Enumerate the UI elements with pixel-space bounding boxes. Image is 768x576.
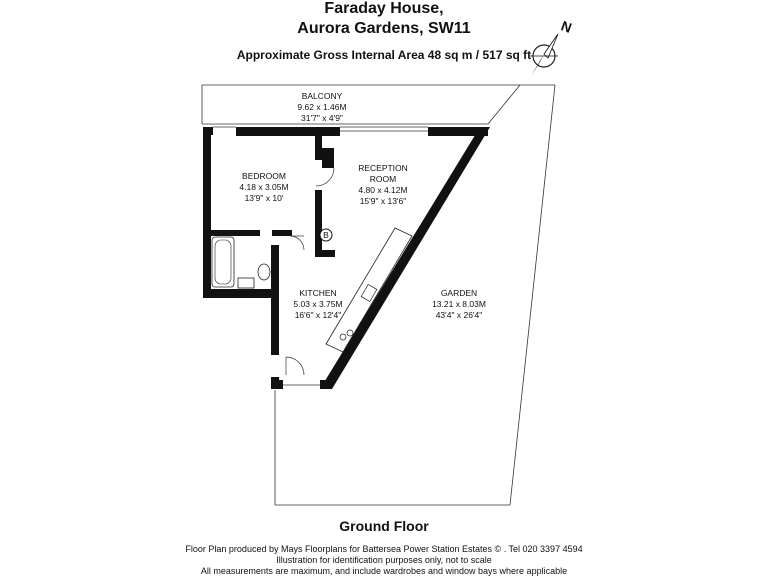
bedroom-imperial: 13'9" x 10' [244,193,284,203]
garden-metric: 13.21 x 8.03M [432,299,486,309]
gross-internal-area: Approximate Gross Internal Area 48 sq m / 517 sq ft [236,48,532,62]
garden-imperial: 43'4" x 26'4" [435,310,483,320]
bedroom-name: BEDROOM [242,171,286,181]
reception-name-1: RECEPTION [358,163,408,173]
bedroom-metric: 4.18 x 3.05M [239,182,289,192]
floor-label: Ground Floor [339,518,429,534]
reception-name-2: ROOM [369,174,397,184]
kitchen-counter [326,228,412,352]
balcony-imperial: 31'7" x 4'9" [301,113,343,123]
basin [238,278,254,288]
kitchen-imperial: 16'6" x 12'4" [294,310,342,320]
reception-metric: 4.80 x 4.12M [358,185,408,195]
kitchen-metric: 5.03 x 3.75M [293,299,343,309]
property-name: Faraday House, [324,0,444,17]
hob-ring [340,334,346,340]
footer-credit: Floor Plan produced by Mays Floorplans for Battersea Power Station Estates © . Tel 020 3397 4594 [185,544,583,554]
footer-disclaimer: Illustration for identification purposes only, not to scale [276,555,492,565]
reception-imperial: 15'9" x 13'6" [359,196,407,206]
boiler-label: B [323,230,329,240]
balcony-name: BALCONY [301,91,343,101]
hob-ring [347,330,353,336]
kitchen-name: KITCHEN [299,288,337,298]
footer-measurements-note: All measurements are maximum, and include wardrobes and window bays where applicable [200,566,568,576]
property-address: Aurora Gardens, SW11 [297,20,471,37]
compass-n-label: N [558,17,574,36]
garden-name: GARDEN [440,288,478,298]
balcony-outline [202,85,520,124]
balcony-metric: 9.62 x 1.46M [297,102,347,112]
toilet [258,264,270,280]
